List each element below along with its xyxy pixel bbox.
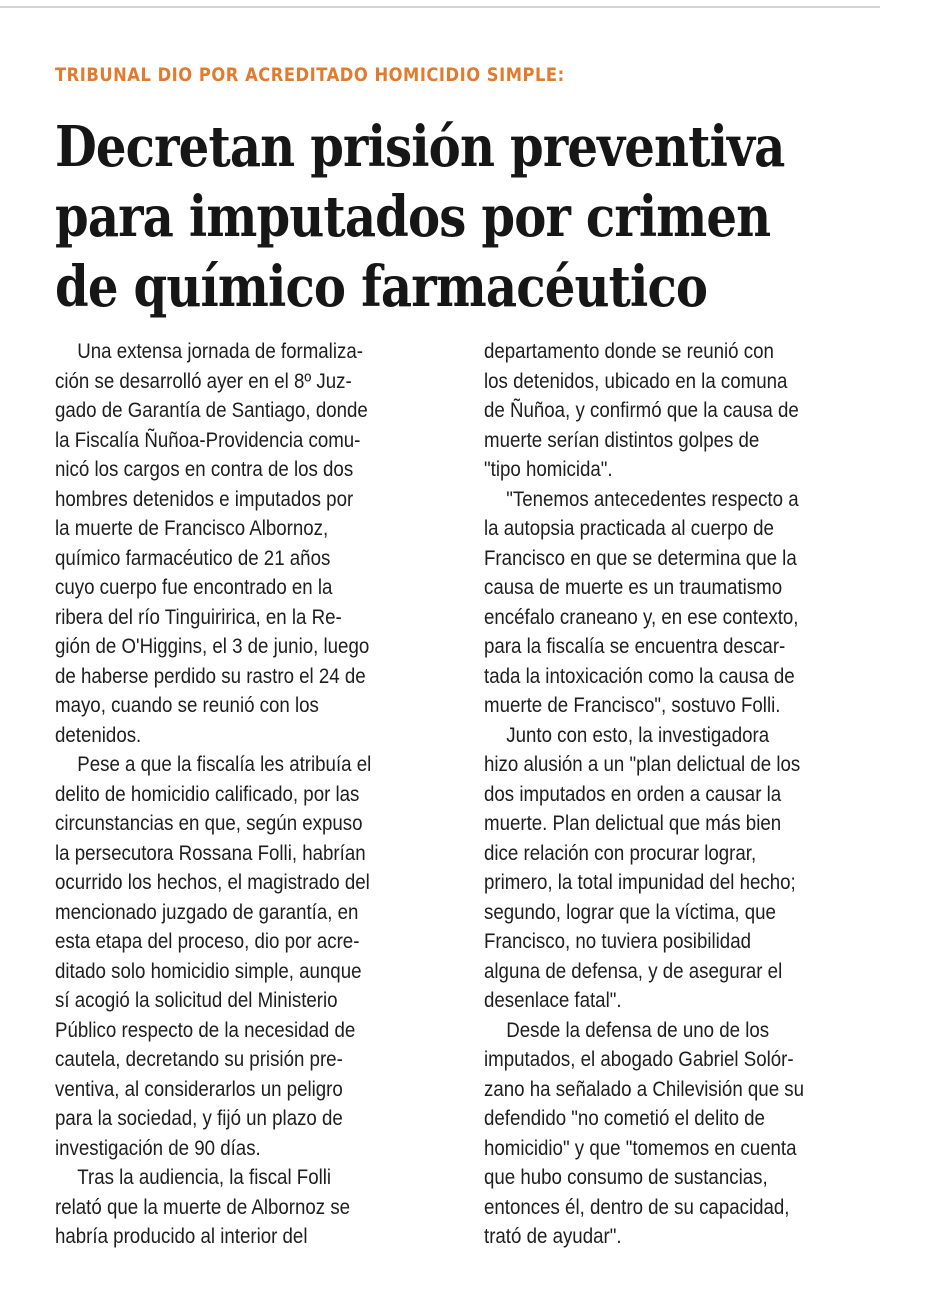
text-line: causa de muerte es un traumatismo	[484, 576, 783, 599]
text-line: Francisco en que se determina que la	[484, 546, 797, 570]
text-line: para la sociedad, y fijó un plazo de	[55, 1107, 343, 1130]
text-line: de haberse perdido su rastro el 24 de	[55, 664, 366, 688]
text-line: circunstancias en que, según expuso	[55, 812, 363, 835]
text-line: homicidio" y que "tomemos en cuenta	[484, 1136, 797, 1160]
text-line: encéfalo craneano y, en ese contexto,	[484, 605, 799, 629]
body-paragraph	[484, 337, 884, 485]
text-line: los detenidos, ubicado en la comuna	[484, 369, 788, 393]
text-line: alguna de defensa, y de asegurar el	[484, 959, 783, 983]
text-line: tada la intoxicación como la causa de	[484, 664, 795, 688]
text-line: "Tenemos antecedentes respecto a	[506, 487, 799, 511]
body-paragraph	[484, 721, 884, 1016]
text-line: muerte serían distintos golpes de	[484, 428, 760, 452]
text-line: sí acogió la solicitud del Ministerio	[55, 989, 338, 1012]
text-line: investigación de 90 días.	[55, 1136, 261, 1160]
text-line: ditado solo homicidio simple, aunque	[55, 959, 362, 983]
text-line: dice relación con procurar lograr,	[484, 841, 757, 865]
text-line: "tipo homicida".	[484, 458, 613, 481]
text-line: imputados, el abogado Gabriel Solór-	[484, 1048, 794, 1071]
headline-line: para imputados por crimen	[55, 184, 771, 250]
text-line: entonces él, dentro de su capacidad,	[484, 1195, 790, 1219]
text-line: defendido "no cometió el delito de	[484, 1107, 765, 1130]
text-line: mencionado juzgado de garantía, en	[55, 900, 359, 924]
text-line: cuyo cuerpo fue encontrado en la	[55, 576, 333, 599]
text-line: Una extensa jornada de formaliza-	[77, 340, 363, 363]
body-paragraph	[484, 1016, 884, 1252]
text-line: la persecutora Rossana Folli, habrían	[55, 841, 366, 865]
article-kicker: TRIBUNAL DIO POR ACREDITADO HOMICIDIO SIMPLE:	[55, 64, 565, 86]
text-line: cautela, decretando su prisión pre-	[55, 1048, 343, 1071]
text-line: mayo, cuando se reunió con los	[55, 694, 319, 717]
text-line: trató de ayudar".	[484, 1225, 622, 1248]
text-line: la Fiscalía Ñuñoa-Providencia comu-	[55, 428, 361, 452]
text-line: hombres detenidos e imputados por	[55, 487, 354, 511]
text-line: ventiva, al considerarlos un peligro	[55, 1077, 343, 1101]
text-line: relató que la muerte de Albornoz se	[55, 1195, 351, 1219]
text-line: para la fiscalía se encuentra descar-	[484, 635, 786, 658]
body-column-right	[484, 337, 884, 1252]
text-line: Francisco, no tuviera posibilidad	[484, 930, 751, 953]
text-line: ribera del río Tinguiririca, en la Re-	[55, 605, 342, 629]
text-line: desenlace fatal".	[484, 989, 622, 1012]
body-paragraph	[55, 750, 450, 1163]
text-line: habría producido al interior del	[55, 1225, 308, 1248]
text-line: ocurrido los hechos, el magistrado del	[55, 871, 370, 894]
text-line: delito de homicidio calificado, por las	[55, 782, 360, 806]
headline-line: de químico farmacéutico	[55, 254, 708, 320]
text-line: Público respecto de la necesidad de	[55, 1018, 356, 1042]
text-line: dos imputados en orden a causar la	[484, 782, 782, 806]
text-line: muerte de Francisco", sostuvo Folli.	[484, 694, 781, 717]
text-line: zano ha señalado a Chilevisión que su	[484, 1077, 805, 1101]
text-line: Junto con esto, la investigadora	[506, 723, 770, 747]
text-line: Pese a que la fiscalía les atribuía el	[77, 753, 372, 776]
body-paragraph	[484, 485, 884, 721]
text-line: hizo alusión a un "plan delictual de los	[484, 753, 801, 776]
body-paragraph	[55, 337, 450, 750]
text-line: químico farmacéutico de 21 años	[55, 546, 331, 570]
text-line: que hubo consumo de sustancias,	[484, 1166, 768, 1189]
text-line: la muerte de Francisco Albornoz,	[55, 517, 329, 540]
text-line: Desde la defensa de uno de los	[506, 1018, 770, 1042]
text-line: gión de O'Higgins, el 3 de junio, luego	[55, 635, 370, 658]
text-line: nicó los cargos en contra de los dos	[55, 458, 354, 481]
top-divider	[0, 6, 880, 8]
text-line: segundo, lograr que la víctima, que	[484, 900, 776, 924]
headline-line: Decretan prisión preventiva	[55, 114, 785, 180]
text-line: gado de Garantía de Santiago, donde	[55, 399, 368, 422]
text-line: departamento donde se reunió con	[484, 340, 774, 363]
body-column-left	[55, 337, 450, 1252]
article-headline	[55, 112, 784, 322]
text-line: la autopsia practicada al cuerpo de	[484, 517, 774, 540]
text-line: muerte. Plan delictual que más bien	[484, 812, 782, 835]
text-line: detenidos.	[55, 723, 142, 747]
text-line: primero, la total impunidad del hecho;	[484, 871, 796, 894]
body-paragraph	[55, 1163, 450, 1252]
text-line: ción se desarrolló ayer en el 8º Juz-	[55, 369, 352, 393]
text-line: esta etapa del proceso, dio por acre-	[55, 930, 360, 953]
text-line: de Ñuñoa, y confirmó que la causa de	[484, 399, 799, 422]
text-line: Tras la audiencia, la fiscal Folli	[77, 1166, 332, 1189]
